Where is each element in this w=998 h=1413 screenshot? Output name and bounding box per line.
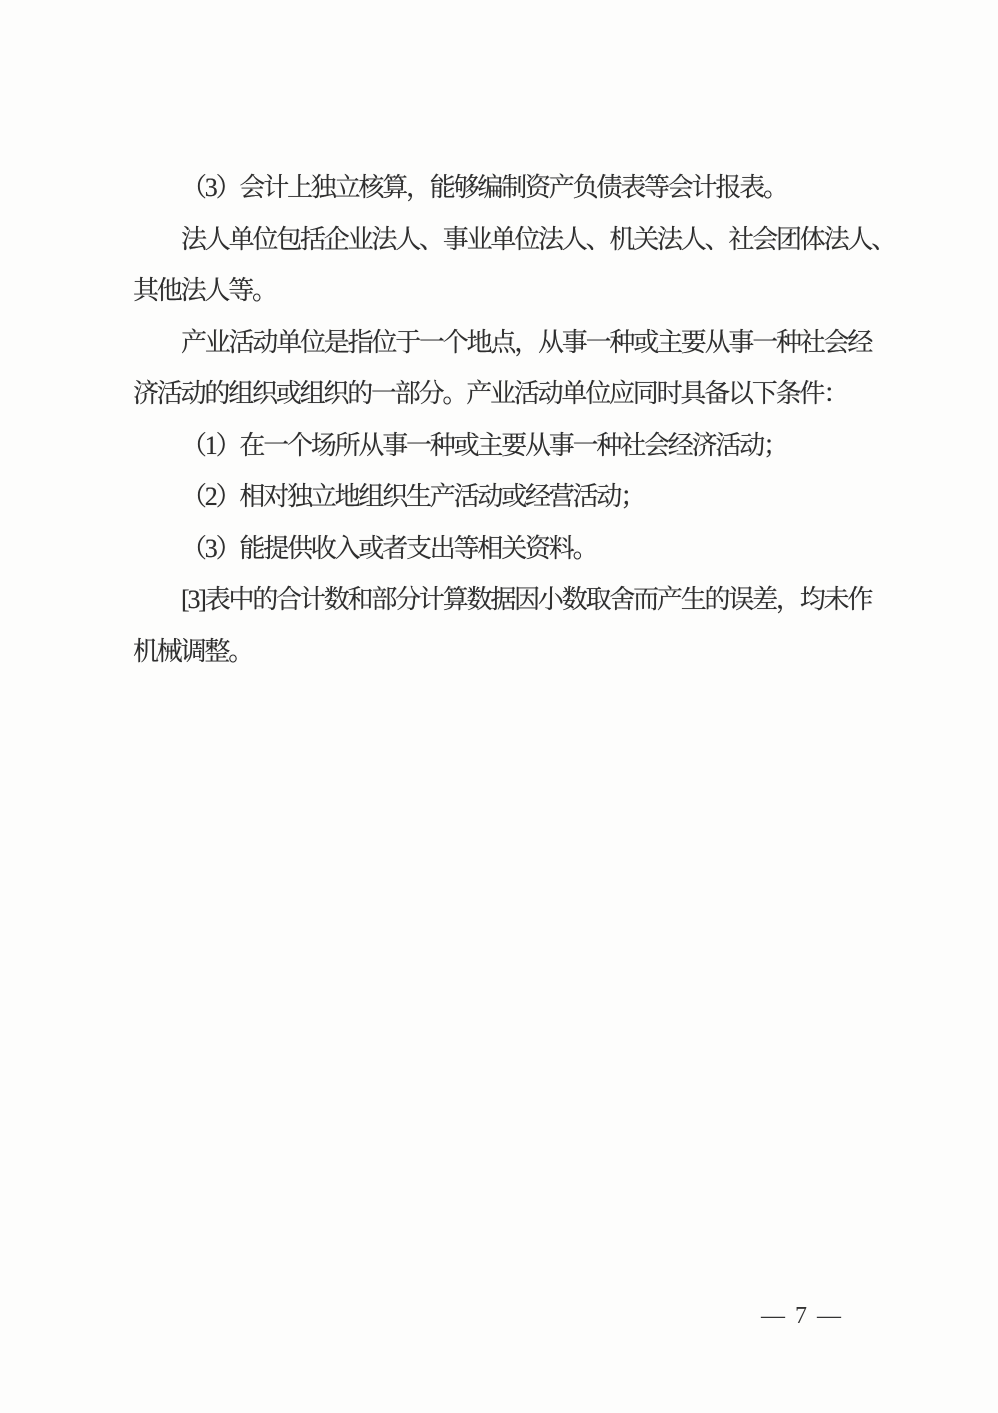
body-text [133, 162, 896, 677]
text-line: 其他法人等。 [133, 276, 276, 305]
text-line: 法人单位包括企业法人、事业单位法人、机关法人、社会团体法人、 [181, 224, 896, 254]
text-line: [3]表中的合计数和部分计算数据因小数取舍而产生的误差，均未作 [181, 585, 872, 614]
text-line: （3）能提供收入或者支出等相关资料。 [181, 533, 597, 563]
text-line: 济活动的组织或组织的一部分。产业活动单位应同时具备以下条件： [133, 379, 848, 408]
text-line: （2）相对独立地组织生产活动或经营活动； [181, 482, 645, 511]
page-number: — 7 — [761, 1303, 843, 1329]
text-line: （3）会计上独立核算，能够编制资产负债表等会计报表。 [181, 173, 787, 202]
text-line: 产业活动单位是指位于一个地点，从事一种或主要从事一种社会经 [181, 327, 872, 357]
text-line: （1）在一个场所从事一种或主要从事一种社会经济活动； [181, 430, 787, 460]
text-line: 机械调整。 [133, 636, 253, 666]
